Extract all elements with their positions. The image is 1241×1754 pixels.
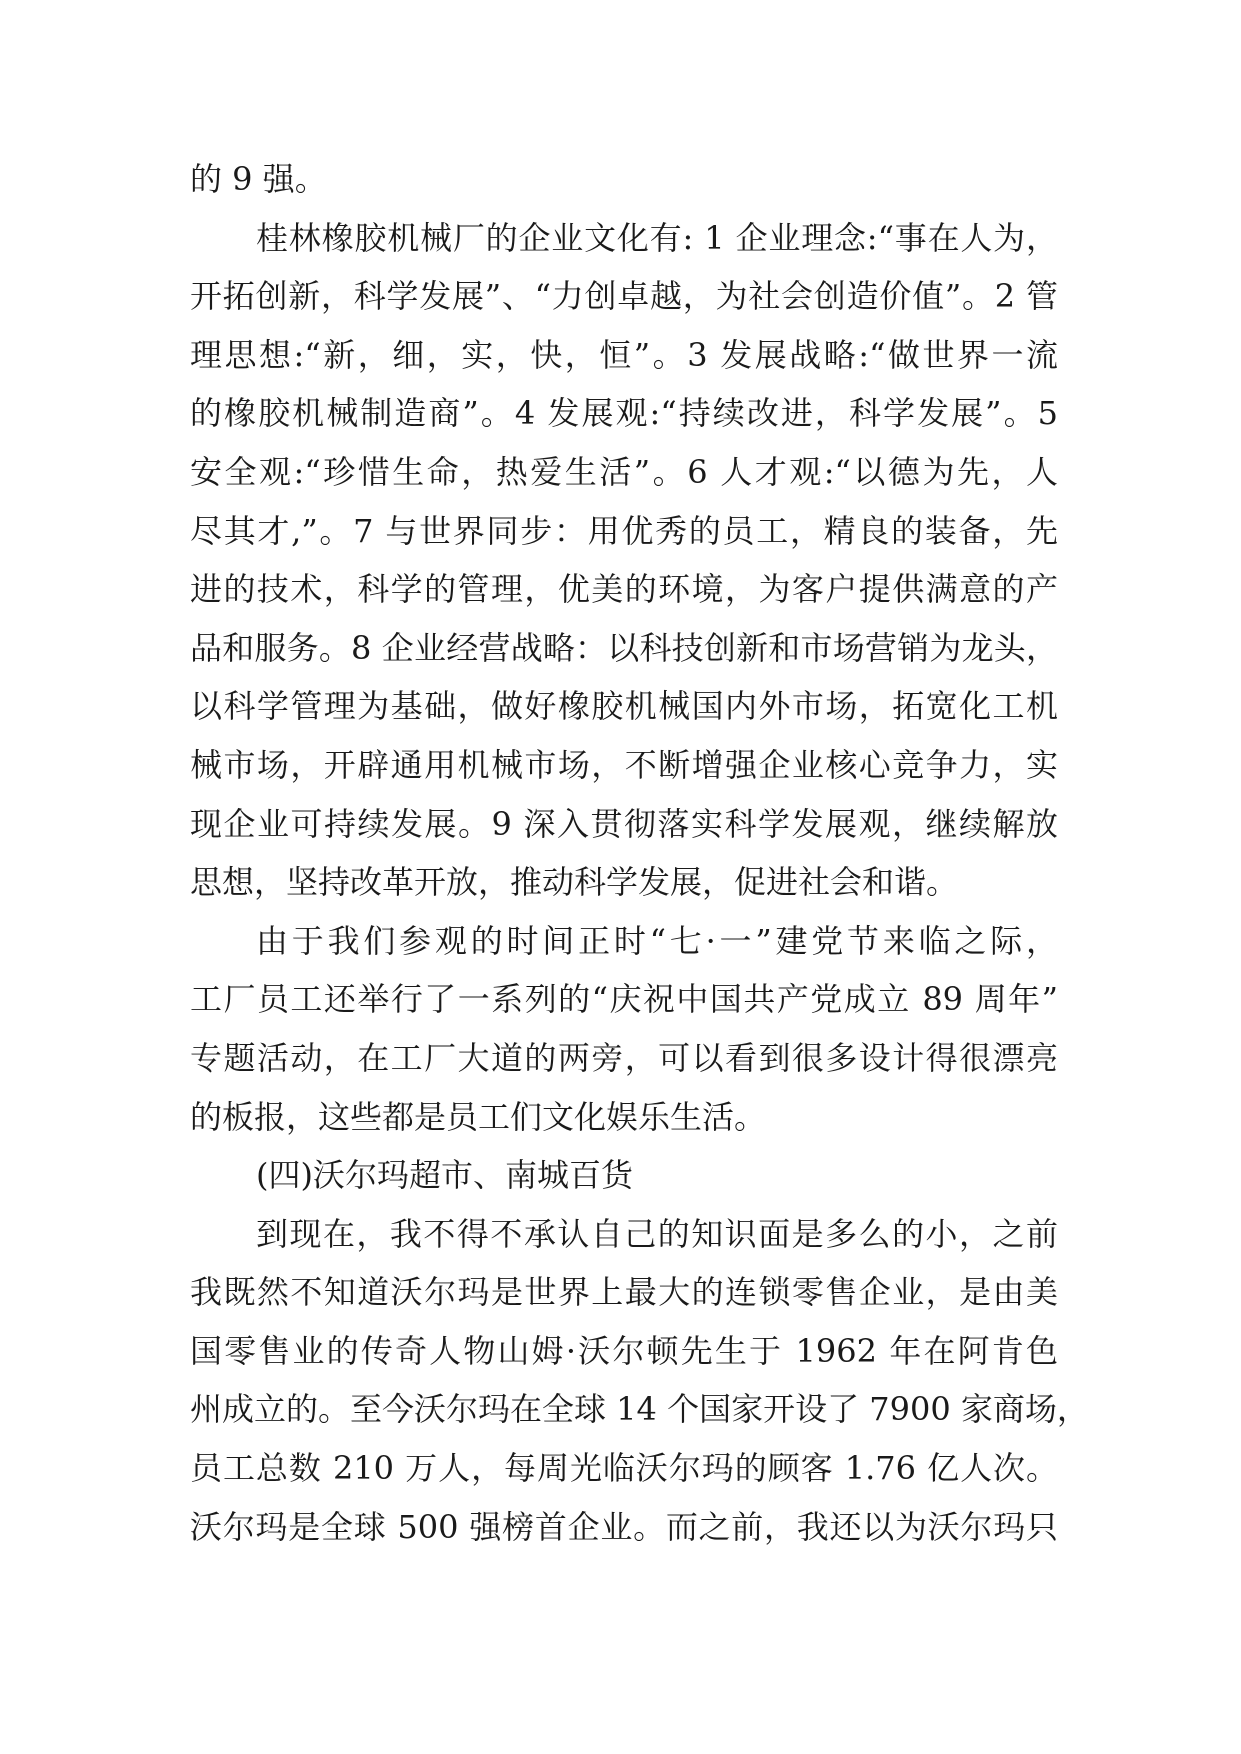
text-line-13: 思想，坚持改革开放，推动科学发展，促进社会和谐。 [190,863,959,902]
text-line-23: 员工总数 210 万人，每周光临沃尔玛的顾客 1.76 亿人次。 [190,1449,1058,1488]
text-line-16: 专题活动，在工厂大道的两旁，可以看到很多设计得很漂亮 [190,1038,1058,1077]
text-line-10: 以科学管理为基础，做好橡胶机械国内外市场，拓宽化工机 [190,687,1058,726]
text-line-24: 沃尔玛是全球 500 强榜首企业。而之前，我还以为沃尔玛只 [190,1507,1058,1546]
paragraph-start-corporate-culture: 桂林橡胶机械厂的企业文化有: 1 企业理念:“事在人为， [256,218,1058,257]
text-line-9: 品和服务。8 企业经营战略：以科技创新和市场营销为龙头， [190,628,1058,667]
paragraph-start-party-day: 由于我们参观的时间正时“七·一”建党节来临之际， [256,921,1058,960]
section-heading: (四)沃尔玛超市、南城百货 [256,1156,633,1195]
text-line-15: 工厂员工还举行了一系列的“庆祝中国共产党成立 89 周年” [190,980,1058,1019]
text-line-17: 的板报，这些都是员工们文化娱乐生活。 [190,1097,767,1136]
text-line-5: 的橡胶机械制造商”。4 发展观:“持续改进，科学发展”。5 [190,394,1058,433]
text-line-11: 械市场，开辟通用机械市场，不断增强企业核心竞争力，实 [190,745,1058,784]
text-line-4: 理思想:“新，细，实，快，恒”。3 发展战略:“做世界一流 [190,335,1058,374]
text-line-8: 进的技术，科学的管理，优美的环境，为客户提供满意的产 [190,570,1058,609]
text-line-7: 尽其才,”。7 与世界同步：用优秀的员工，精良的装备，先 [190,511,1058,550]
paragraph-start-walmart: 到现在，我不得不承认自己的知识面是多么的小，之前 [256,1214,1058,1253]
text-line-6: 安全观:“珍惜生命，热爱生活”。6 人才观:“以德为先，人 [190,452,1058,491]
text-line-21: 国零售业的传奇人物山姆·沃尔顿先生于 1962 年在阿肯色 [190,1331,1058,1370]
text-line-22: 州成立的。至今沃尔玛在全球 14 个国家开设了 7900 家商场， [190,1390,1089,1429]
text-line-12: 现企业可持续发展。9 深入贯彻落实科学发展观，继续解放 [190,804,1058,843]
text-line-1: 的 9 强。 [190,160,327,198]
text-line-3: 开拓创新，科学发展”、“力创卓越，为社会创造价值”。2 管 [190,277,1058,316]
document-page [190,150,1089,1556]
text-line-20: 我既然不知道沃尔玛是世界上最大的连锁零售企业，是由美 [190,1273,1058,1312]
